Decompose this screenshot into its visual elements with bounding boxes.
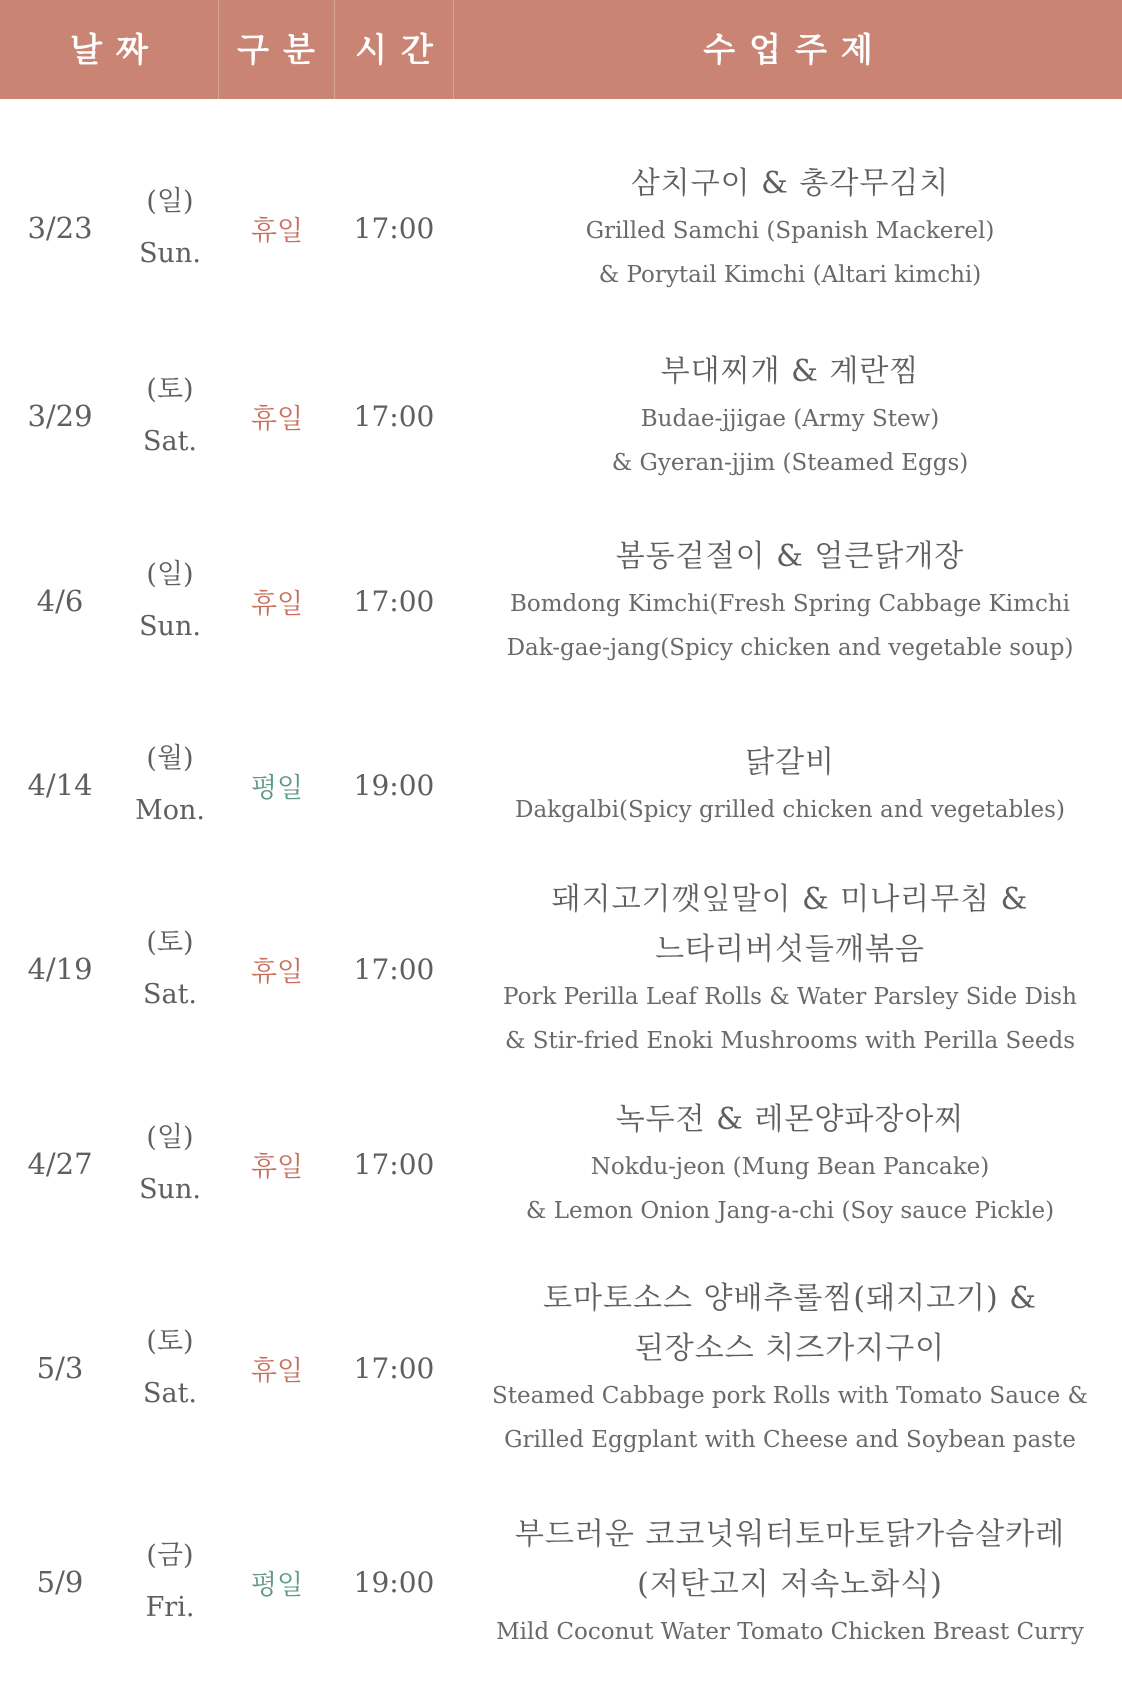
class-time: 19:00	[353, 1565, 435, 1599]
class-type-badge: 휴일	[250, 1151, 304, 1183]
class-topic	[480, 1064, 1100, 1264]
table-row	[0, 326, 1122, 506]
class-time: 17:00	[353, 952, 435, 986]
topic-english-line: & Gyeran-jjim (Steamed Eggs)	[611, 450, 969, 476]
table-row	[0, 696, 1122, 874]
class-time: 19:00	[353, 768, 435, 802]
topic-english-line: Steamed Cabbage pork Rolls with Tomato Sauce &	[492, 1383, 1088, 1409]
header-topic: 수업주제	[703, 30, 887, 69]
class-time: 17:00	[353, 1147, 435, 1181]
day-english: Sat.	[142, 979, 198, 1010]
day-korean: (토)	[146, 374, 194, 405]
topic-english-line: Pork Perilla Leaf Rolls & Water Parsley Side Dish	[503, 984, 1077, 1010]
class-type-badge: 휴일	[250, 403, 304, 435]
class-type-badge: 평일	[250, 1569, 304, 1601]
class-day	[120, 1064, 220, 1264]
topic-english-line: Dak-gae-jang(Spicy chicken and vegetable soup)	[506, 635, 1074, 661]
topic-english-line: Bomdong Kimchi(Fresh Spring Cabbage Kimchi	[509, 591, 1071, 617]
day-english: Sun.	[139, 611, 201, 642]
topic-korean-line: (저탄고지 저속노화식)	[637, 1567, 943, 1602]
class-date: 4/6	[36, 584, 84, 618]
class-day	[120, 506, 220, 696]
topic-korean-line: 돼지고기깻잎말이 & 미나리무침 &	[551, 882, 1029, 917]
table-row	[0, 1064, 1122, 1264]
class-day	[120, 696, 220, 874]
class-day	[120, 874, 220, 1064]
class-date: 4/19	[27, 952, 93, 986]
class-topic	[480, 696, 1100, 874]
class-time: 17:00	[353, 1351, 435, 1385]
topic-korean-line: 부드러운 코코넛워터토마토닭가슴살카레	[514, 1517, 1066, 1552]
class-topic	[480, 326, 1100, 506]
class-topic	[480, 1472, 1100, 1692]
day-english: Mon.	[135, 795, 205, 826]
header-date: 날짜	[70, 30, 162, 69]
class-date: 3/23	[27, 211, 93, 245]
topic-english-line: & Stir-fried Enoki Mushrooms with Perilla Seeds	[504, 1028, 1076, 1054]
table-row	[0, 130, 1122, 326]
day-korean: (월)	[146, 743, 194, 774]
day-english: Sat.	[142, 1378, 198, 1409]
table-row	[0, 1472, 1122, 1692]
class-date: 4/27	[27, 1147, 93, 1181]
day-english: Fri.	[145, 1592, 195, 1623]
day-english: Sun.	[139, 1174, 201, 1205]
topic-english-line: & Lemon Onion Jang-a-chi (Soy sauce Pickle)	[525, 1198, 1055, 1224]
topic-english-line: Grilled Samchi (Spanish Mackerel)	[585, 218, 995, 244]
topic-korean-line: 느타리버섯들깨볶음	[655, 932, 925, 967]
day-korean: (일)	[146, 559, 194, 590]
table-header	[0, 0, 1122, 99]
class-topic	[480, 1264, 1100, 1472]
topic-english-line: Dakgalbi(Spicy grilled chicken and vegetables)	[515, 797, 1065, 823]
topic-korean-line: 닭갈비	[745, 745, 835, 780]
topic-english-line: Mild Coconut Water Tomato Chicken Breast Curry	[496, 1619, 1084, 1645]
day-korean: (토)	[146, 927, 194, 958]
table-row	[0, 1264, 1122, 1472]
day-korean: (토)	[146, 1326, 194, 1357]
class-topic	[480, 874, 1100, 1064]
class-topic	[480, 130, 1100, 326]
topic-korean-line: 녹두전 & 레몬양파장아찌	[615, 1102, 965, 1137]
topic-english-line: & Porytail Kimchi (Altari kimchi)	[598, 262, 982, 288]
class-topic	[480, 506, 1100, 696]
topic-korean-line: 봄동겉절이 & 얼큰닭개장	[615, 539, 965, 574]
class-date: 5/3	[36, 1351, 84, 1385]
header-time: 시간	[355, 30, 447, 69]
topic-english-line: Budae-jjigae (Army Stew)	[640, 406, 940, 432]
topic-english-line: Grilled Eggplant with Cheese and Soybean paste	[504, 1427, 1076, 1453]
class-type-badge: 휴일	[250, 588, 304, 620]
class-date: 3/29	[27, 399, 93, 433]
day-korean: (일)	[146, 186, 194, 217]
class-time: 17:00	[353, 399, 435, 433]
day-english: Sat.	[142, 426, 198, 457]
class-day	[120, 1264, 220, 1472]
class-day	[120, 1472, 220, 1692]
class-time: 17:00	[353, 584, 435, 618]
day-korean: (일)	[146, 1122, 194, 1153]
class-date: 5/9	[36, 1565, 84, 1599]
topic-korean-line: 삼치구이 & 총각무김치	[630, 166, 950, 201]
topic-english-line: Nokdu-jeon (Mung Bean Pancake)	[590, 1154, 990, 1180]
class-time: 17:00	[353, 211, 435, 245]
header-type: 구분	[237, 30, 329, 69]
class-day	[120, 130, 220, 326]
class-type-badge: 휴일	[250, 215, 304, 247]
class-type-badge: 휴일	[250, 956, 304, 988]
table-row	[0, 874, 1122, 1064]
topic-korean-line: 토마토소스 양배추롤찜(돼지고기) &	[543, 1281, 1037, 1316]
table-row	[0, 506, 1122, 696]
topic-korean-line: 부대찌개 & 계란찜	[660, 354, 920, 389]
class-date: 4/14	[27, 768, 93, 802]
class-type-badge: 휴일	[250, 1355, 304, 1387]
class-day	[120, 326, 220, 506]
class-type-badge: 평일	[250, 772, 304, 804]
day-english: Sun.	[139, 238, 201, 269]
topic-korean-line: 된장소스 치즈가지구이	[634, 1331, 946, 1366]
day-korean: (금)	[146, 1540, 194, 1571]
